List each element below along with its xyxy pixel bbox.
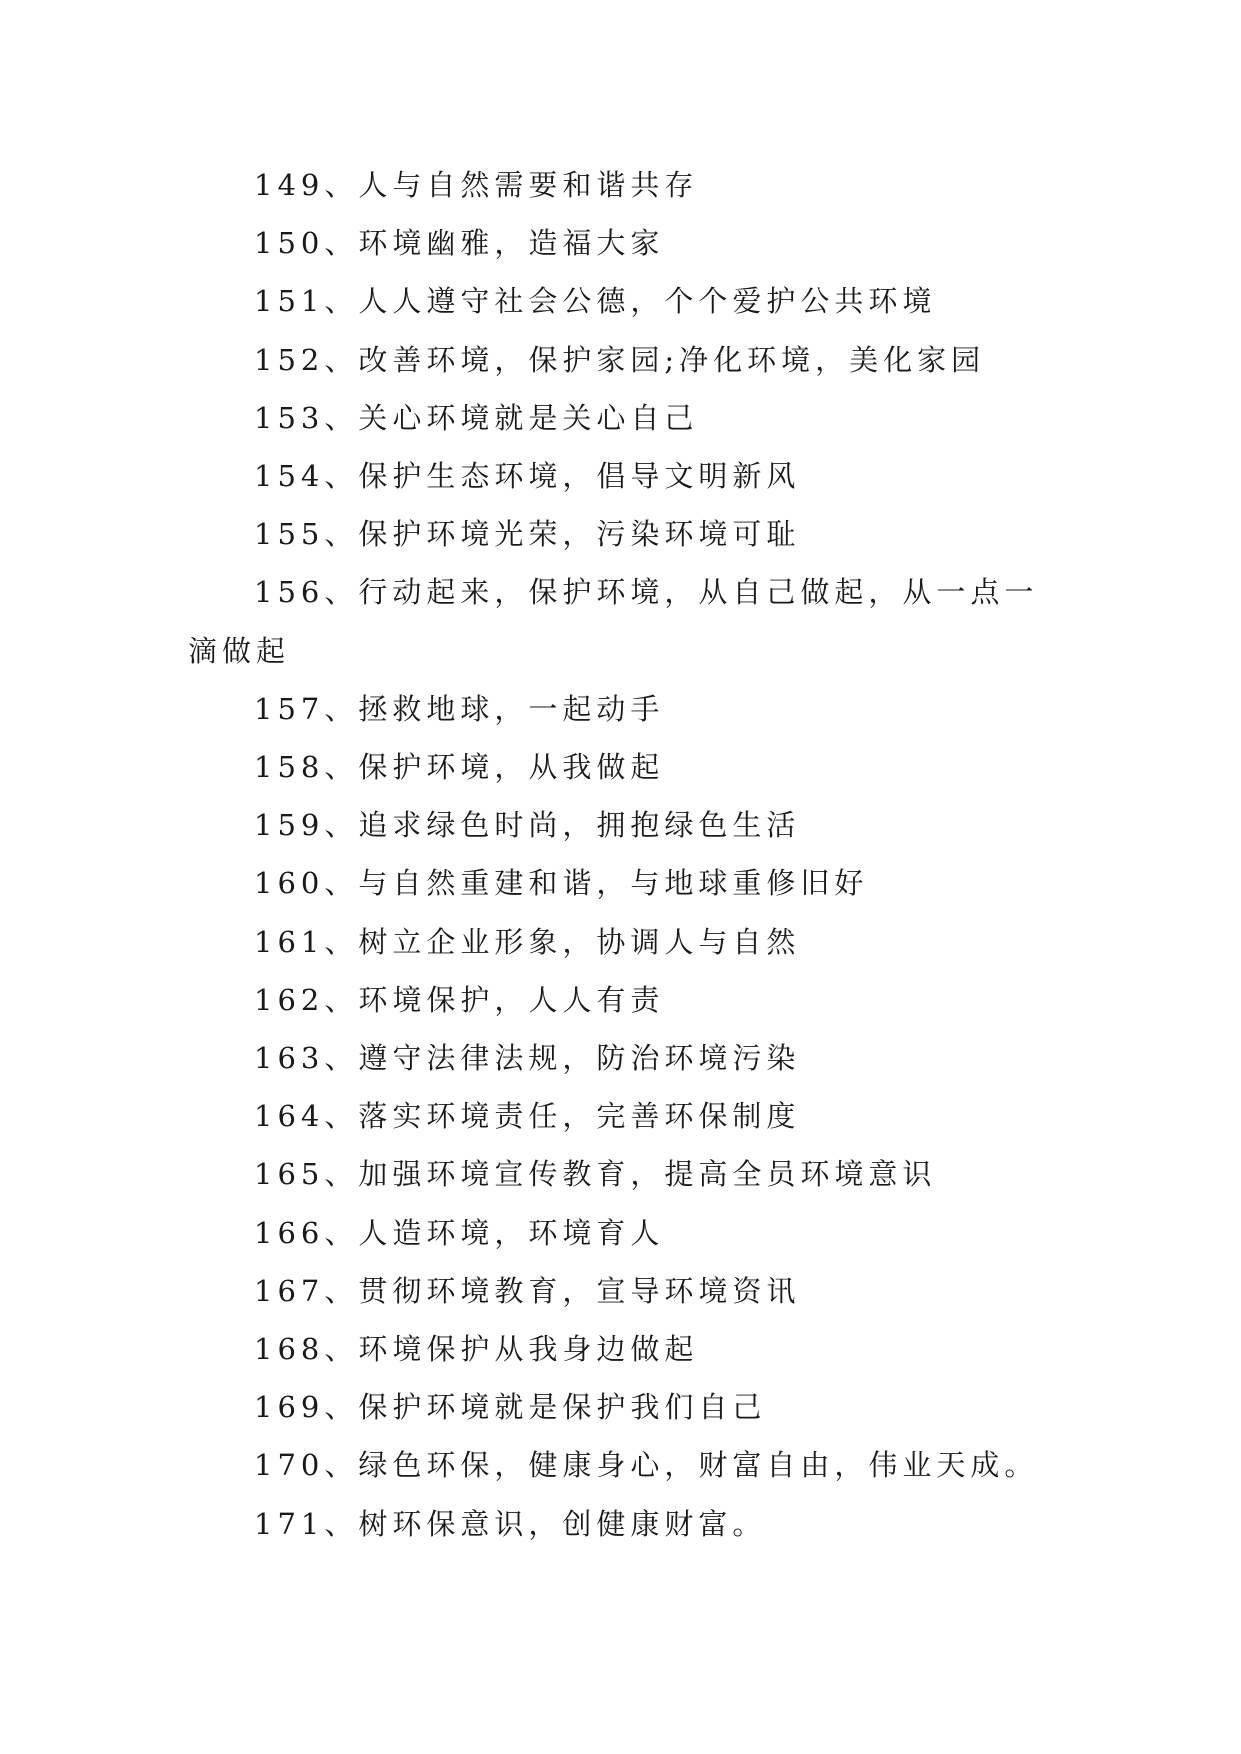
slogan-line: 171、树环保意识，创健康财富。 (254, 1506, 767, 1541)
slogan-line: 163、遵守法律法规，防治环境污染 (254, 1041, 801, 1076)
slogan-line: 154、保护生态环境，倡导文明新风 (254, 459, 801, 494)
slogan-line: 152、改善环境，保护家园;净化环境，美化家园 (254, 342, 986, 377)
slogan-list (188, 156, 1068, 1553)
slogan-line: 157、拯救地球，一起动手 (254, 691, 665, 726)
slogan-line: 155、保护环境光荣，污染环境可耻 (254, 517, 801, 552)
slogan-line: 169、保护环境就是保护我们自己 (254, 1390, 767, 1425)
slogan-line: 153、关心环境就是关心自己 (254, 400, 699, 435)
slogan-line: 166、人造环境，环境育人 (254, 1215, 665, 1250)
slogan-line: 150、环境幽雅，造福大家 (254, 226, 665, 261)
slogan-line: 151、人人遵守社会公德，个个爱护公共环境 (254, 284, 937, 319)
slogan-line: 164、落实环境责任，完善环保制度 (254, 1099, 801, 1134)
slogan-line: 161、树立企业形象，协调人与自然 (254, 924, 801, 959)
slogan-line: 162、环境保护，人人有责 (254, 982, 665, 1017)
slogan-line: 160、与自然重建和谐，与地球重修旧好 (254, 866, 869, 901)
slogan-line: 167、贯彻环境教育，宣导环境资讯 (254, 1273, 801, 1308)
slogan-line: 170、绿色环保，健康身心，财富自由，伟业天成。 (254, 1448, 1039, 1483)
slogan-line: 159、追求绿色时尚，拥抱绿色生活 (254, 808, 801, 843)
slogan-line: 149、人与自然需要和谐共存 (254, 168, 699, 202)
slogan-line: 165、加强环境宣传教育，提高全员环境意识 (254, 1157, 937, 1192)
slogan-line: 158、保护环境，从我做起 (254, 750, 665, 785)
slogan-line: 156、行动起来，保护环境，从自己做起，从一点一滴做起 (188, 575, 1039, 668)
slogan-line: 168、环境保护从我身边做起 (254, 1332, 699, 1367)
